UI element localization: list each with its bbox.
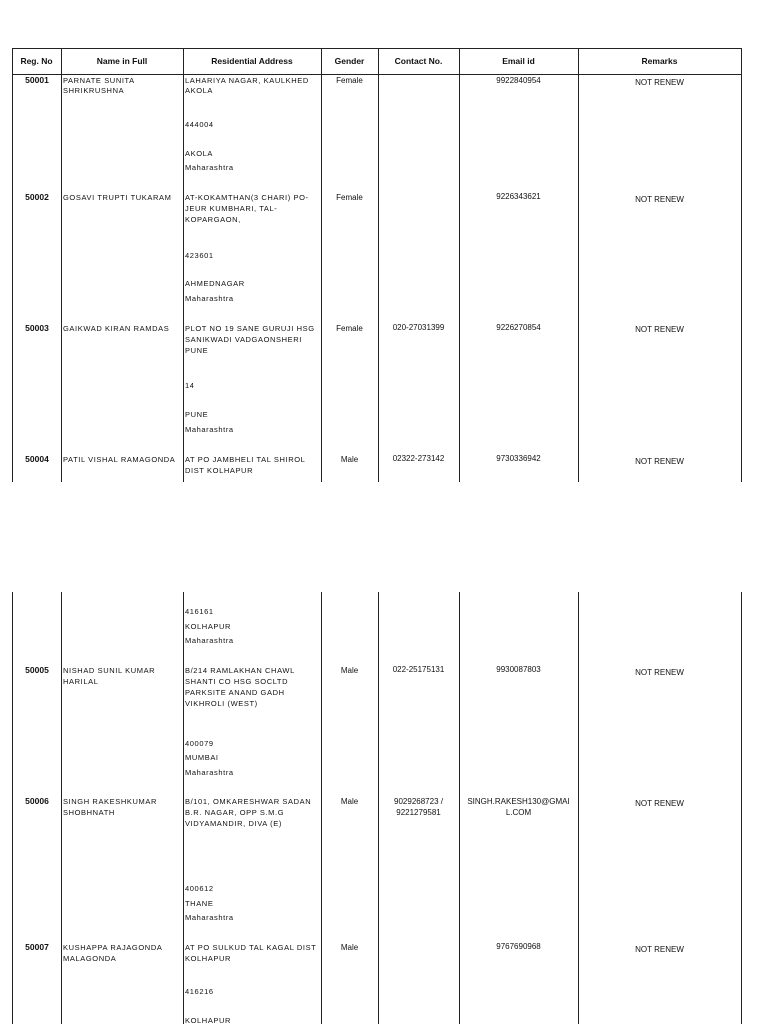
- city: THANE: [185, 899, 214, 908]
- city: KOLHAPUR: [185, 622, 232, 631]
- city: AKOLA: [185, 149, 214, 158]
- gender: Male: [340, 943, 359, 952]
- address-line: KOPARGAON,: [185, 215, 241, 224]
- pincode: 444004: [185, 120, 214, 129]
- address-line: AT PO SULKUD TAL KAGAL DIST: [185, 943, 317, 952]
- col-border: [12, 592, 13, 1024]
- gender: Male: [340, 455, 359, 464]
- name-line: PARNATE SUNITA: [63, 76, 135, 85]
- reg-no: 50001: [25, 75, 49, 85]
- email: SINGH.RAKESH130@GMAI: [467, 797, 570, 806]
- contact-no: 9221279581: [396, 808, 441, 817]
- address-line: PUNE: [185, 346, 209, 355]
- col-border: [183, 48, 184, 482]
- name-line: HARILAL: [63, 677, 99, 686]
- address-line: DIST KOLHAPUR: [185, 466, 254, 475]
- name-line: SINGH RAKESHKUMAR: [63, 797, 157, 806]
- col-border: [741, 48, 742, 482]
- state: Maharashtra: [185, 294, 234, 303]
- address-line: B/101, OMKARESHWAR SADAN: [185, 797, 312, 806]
- name-line: GAIKWAD KIRAN RAMDAS: [63, 324, 170, 333]
- reg-no: 50002: [25, 192, 49, 202]
- contact-no: 02322-273142: [392, 454, 445, 463]
- col-border: [321, 48, 322, 482]
- name-line: KUSHAPPA RAJAGONDA: [63, 943, 163, 952]
- state: Maharashtra: [185, 425, 234, 434]
- col-border: [459, 48, 460, 482]
- city: PUNE: [185, 410, 209, 419]
- gender: Male: [340, 797, 359, 806]
- header-remarks: Remarks: [641, 56, 678, 66]
- state: Maharashtra: [185, 768, 234, 777]
- city: AHMEDNAGAR: [185, 279, 245, 288]
- email: 9730336942: [496, 454, 541, 463]
- header-name: Name in Full: [96, 56, 148, 66]
- name-line: NISHAD SUNIL KUMAR: [63, 666, 156, 675]
- col-border: [378, 48, 379, 482]
- reg-no: 50003: [25, 323, 49, 333]
- reg-no: 50005: [25, 665, 49, 675]
- header-email: Email id: [502, 56, 535, 66]
- header-address: Residential Address: [211, 56, 293, 66]
- col-border: [578, 48, 579, 482]
- email: 9922840954: [496, 76, 541, 85]
- email: 9226343621: [496, 192, 541, 201]
- city: KOLHAPUR: [185, 1016, 232, 1025]
- header-bottom-border: [12, 74, 742, 75]
- pincode: 416161: [185, 607, 214, 616]
- col-border: [741, 592, 742, 1024]
- gender: Female: [336, 193, 363, 202]
- address-line: LAHARIYA NAGAR, KAULKHED: [185, 76, 309, 85]
- gender: Female: [336, 76, 363, 85]
- address-line: AKOLA: [185, 86, 214, 95]
- email: 9930087803: [496, 665, 541, 674]
- remarks: NOT RENEW: [635, 799, 684, 808]
- address-line: PARKSITE ANAND GADH: [185, 688, 285, 697]
- address-line: JEUR KUMBHARI, TAL-: [185, 204, 278, 213]
- header-contact: Contact No.: [394, 56, 443, 66]
- header-reg-no: Reg. No: [20, 56, 53, 66]
- address-line: B.R. NAGAR, OPP S.M.G: [185, 808, 285, 817]
- col-border: [12, 48, 13, 482]
- col-border: [321, 592, 322, 1024]
- name-line: MALAGONDA: [63, 954, 117, 963]
- address-line: B/214 RAMLAKHAN CHAWL: [185, 666, 295, 675]
- contact-no: 9029268723 /: [394, 797, 443, 806]
- remarks: NOT RENEW: [635, 945, 684, 954]
- email: 9767690968: [496, 942, 541, 951]
- address-line: SHANTI CO HSG SOCLTD: [185, 677, 289, 686]
- state: Maharashtra: [185, 913, 234, 922]
- state: Maharashtra: [185, 636, 234, 645]
- address-line: AT PO JAMBHELI TAL SHIROL: [185, 455, 306, 464]
- email: L.COM: [505, 808, 532, 817]
- name-line: SHRIKRUSHNA: [63, 86, 125, 95]
- name-line: PATIL VISHAL RAMAGONDA: [63, 455, 176, 464]
- pincode: 400612: [185, 884, 214, 893]
- name-line: SHOBHNATH: [63, 808, 115, 817]
- gender: Female: [336, 324, 363, 333]
- address-line: AT-KOKAMTHAN(3 CHARI) PO-: [185, 193, 309, 202]
- address-line: VIKHROLI (WEST): [185, 699, 258, 708]
- address-line: VIDYAMANDIR, DIVA (E): [185, 819, 282, 828]
- address-line: PLOT NO 19 SANE GURUJI HSG: [185, 324, 315, 333]
- reg-no: 50004: [25, 454, 49, 464]
- contact-no: 020-27031399: [392, 323, 445, 332]
- pincode: 400079: [185, 739, 214, 748]
- col-border: [183, 592, 184, 1024]
- remarks: NOT RENEW: [635, 325, 684, 334]
- remarks: NOT RENEW: [635, 668, 684, 677]
- remarks: NOT RENEW: [635, 195, 684, 204]
- pincode: 14: [185, 381, 195, 390]
- reg-no: 50006: [25, 796, 49, 806]
- name-line: GOSAVI TRUPTI TUKARAM: [63, 193, 172, 202]
- email: 9226270854: [496, 323, 541, 332]
- address-line: KOLHAPUR: [185, 954, 232, 963]
- header-gender: Gender: [334, 56, 365, 66]
- remarks: NOT RENEW: [635, 457, 684, 466]
- reg-no: 50007: [25, 942, 49, 952]
- state: Maharashtra: [185, 163, 234, 172]
- address-line: SANIKWADI VADGAONSHERI: [185, 335, 302, 344]
- col-border: [61, 592, 62, 1024]
- city: MUMBAI: [185, 753, 219, 762]
- gender: Male: [340, 666, 359, 675]
- contact-no: 022-25175131: [392, 665, 445, 674]
- col-border: [61, 48, 62, 482]
- pincode: 416216: [185, 987, 214, 996]
- remarks: NOT RENEW: [635, 78, 684, 87]
- pincode: 423601: [185, 251, 214, 260]
